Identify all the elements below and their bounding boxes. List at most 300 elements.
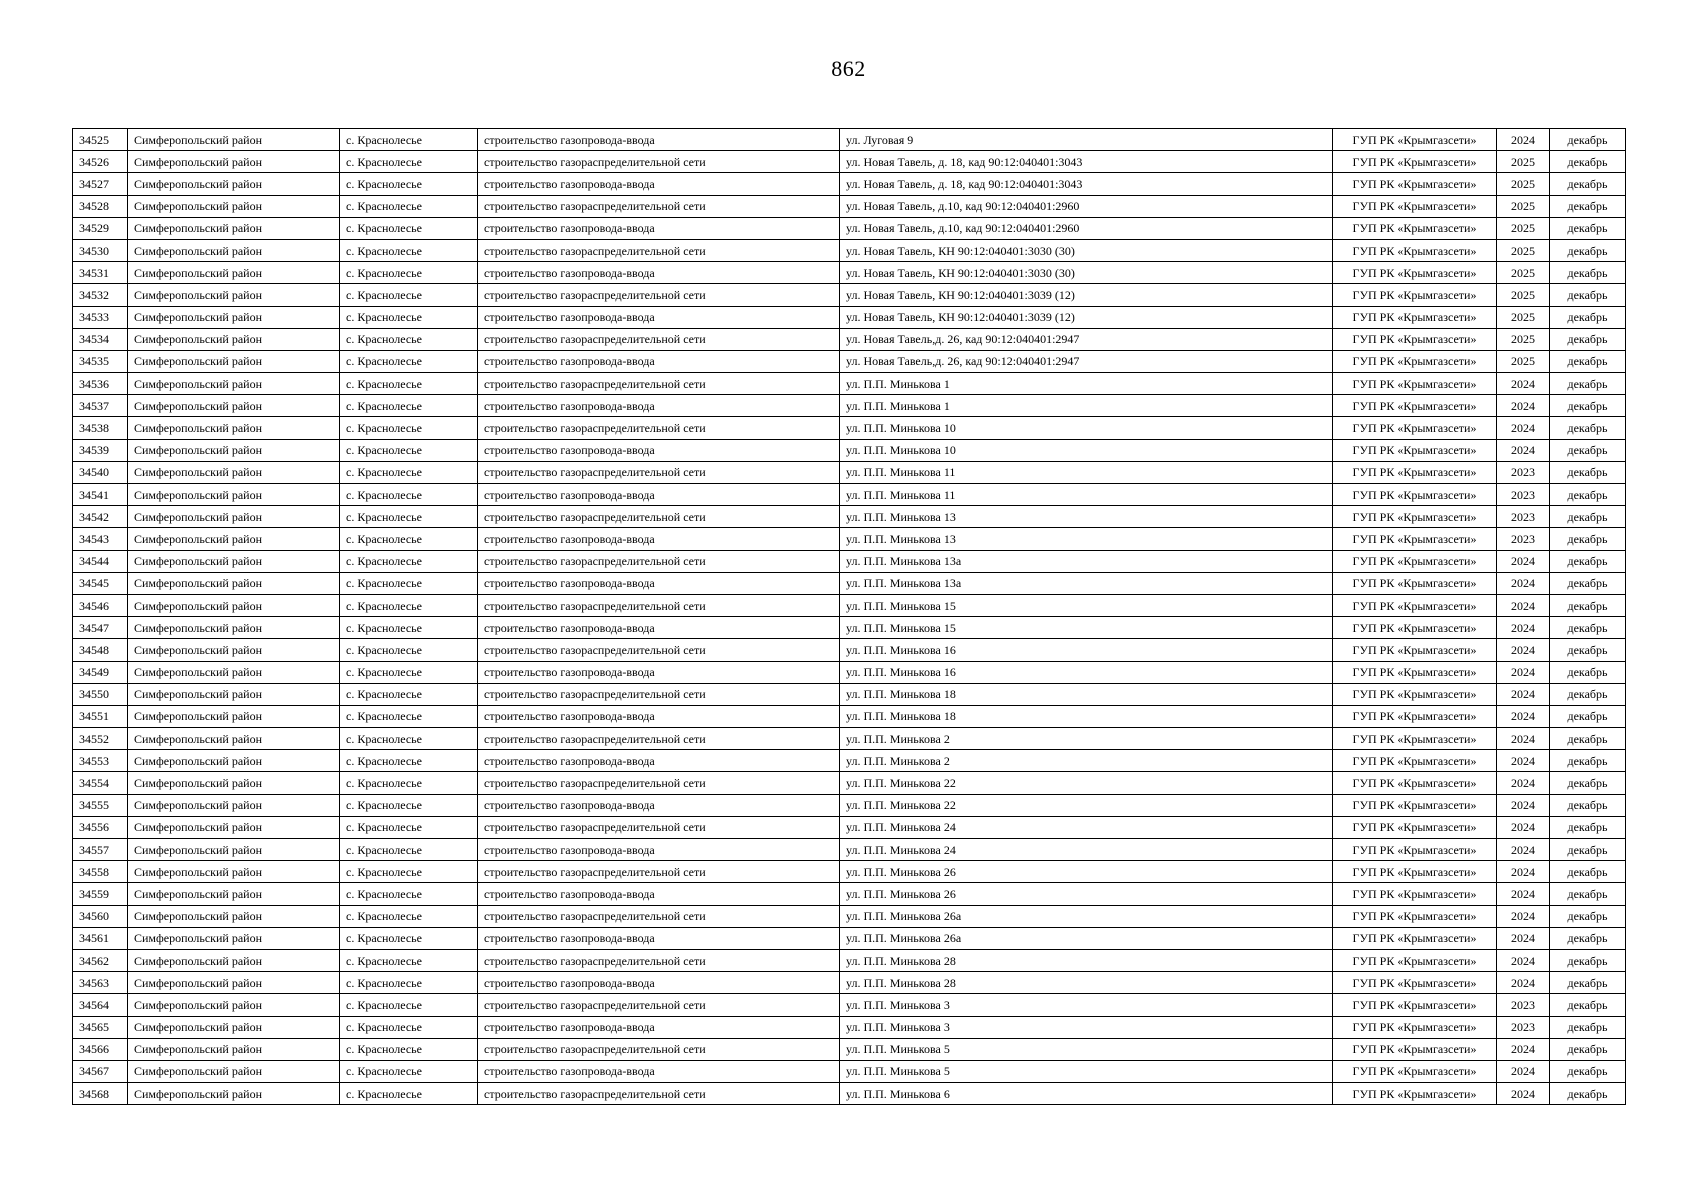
work-type-cell: строительство газопровода-ввода: [478, 839, 840, 861]
work-type-cell: строительство газораспределительной сети: [478, 1038, 840, 1060]
district-cell: Симферопольский район: [128, 550, 340, 572]
address-cell: ул. Новая Тавель, д.10, кад 90:12:040401:2960: [840, 195, 1333, 217]
year-cell: 2024: [1497, 439, 1550, 461]
work-type-cell: строительство газораспределительной сети: [478, 949, 840, 971]
organization-cell: ГУП РК «Крымгазсети»: [1333, 572, 1497, 594]
settlement-cell: с. Краснолесье: [340, 506, 478, 528]
settlement-cell: с. Краснолесье: [340, 173, 478, 195]
table-row: [73, 594, 1626, 616]
settlement-cell: с. Краснолесье: [340, 550, 478, 572]
district-cell: Симферопольский район: [128, 484, 340, 506]
district-cell: Симферопольский район: [128, 417, 340, 439]
work-type-cell: строительство газораспределительной сети: [478, 861, 840, 883]
address-cell: ул. П.П. Минькова 1: [840, 395, 1333, 417]
work-type-cell: строительство газопровода-ввода: [478, 173, 840, 195]
settlement-cell: с. Краснолесье: [340, 195, 478, 217]
work-type-cell: строительство газопровода-ввода: [478, 1060, 840, 1082]
district-cell: Симферопольский район: [128, 949, 340, 971]
month-cell: декабрь: [1550, 129, 1626, 151]
year-cell: 2024: [1497, 794, 1550, 816]
organization-cell: ГУП РК «Крымгазсети»: [1333, 594, 1497, 616]
work-type-cell: строительство газораспределительной сети: [478, 639, 840, 661]
year-cell: 2025: [1497, 328, 1550, 350]
year-cell: 2024: [1497, 572, 1550, 594]
work-type-cell: строительство газораспределительной сети: [478, 905, 840, 927]
row-number: 34567: [73, 1060, 128, 1082]
table-row: [73, 905, 1626, 927]
settlement-cell: с. Краснолесье: [340, 217, 478, 239]
year-cell: 2024: [1497, 1083, 1550, 1105]
district-cell: Симферопольский район: [128, 506, 340, 528]
address-cell: ул. П.П. Минькова 26: [840, 883, 1333, 905]
year-cell: 2023: [1497, 994, 1550, 1016]
table-row: [73, 461, 1626, 483]
address-cell: ул. П.П. Минькова 13: [840, 506, 1333, 528]
work-type-cell: строительство газораспределительной сети: [478, 728, 840, 750]
organization-cell: ГУП РК «Крымгазсети»: [1333, 728, 1497, 750]
row-number: 34537: [73, 395, 128, 417]
month-cell: декабрь: [1550, 839, 1626, 861]
district-cell: Симферопольский район: [128, 129, 340, 151]
month-cell: декабрь: [1550, 239, 1626, 261]
work-type-cell: строительство газопровода-ввода: [478, 617, 840, 639]
settlement-cell: с. Краснолесье: [340, 1060, 478, 1082]
year-cell: 2023: [1497, 461, 1550, 483]
settlement-cell: с. Краснолесье: [340, 683, 478, 705]
row-number: 34560: [73, 905, 128, 927]
settlement-cell: с. Краснолесье: [340, 417, 478, 439]
work-type-cell: строительство газопровода-ввода: [478, 794, 840, 816]
address-cell: ул. П.П. Минькова 16: [840, 661, 1333, 683]
row-number: 34527: [73, 173, 128, 195]
year-cell: 2023: [1497, 484, 1550, 506]
row-number: 34557: [73, 839, 128, 861]
settlement-cell: с. Краснолесье: [340, 572, 478, 594]
table-row: [73, 639, 1626, 661]
work-type-cell: строительство газопровода-ввода: [478, 572, 840, 594]
district-cell: Симферопольский район: [128, 217, 340, 239]
district-cell: Симферопольский район: [128, 528, 340, 550]
year-cell: 2024: [1497, 683, 1550, 705]
work-type-cell: строительство газопровода-ввода: [478, 306, 840, 328]
settlement-cell: с. Краснолесье: [340, 1016, 478, 1038]
table-row: [73, 794, 1626, 816]
organization-cell: ГУП РК «Крымгазсети»: [1333, 994, 1497, 1016]
work-type-cell: строительство газораспределительной сети: [478, 461, 840, 483]
table-row: [73, 129, 1626, 151]
month-cell: декабрь: [1550, 550, 1626, 572]
organization-cell: ГУП РК «Крымгазсети»: [1333, 284, 1497, 306]
district-cell: Симферопольский район: [128, 328, 340, 350]
settlement-cell: с. Краснолесье: [340, 1038, 478, 1060]
table-row: [73, 528, 1626, 550]
settlement-cell: с. Краснолесье: [340, 883, 478, 905]
organization-cell: ГУП РК «Крымгазсети»: [1333, 794, 1497, 816]
month-cell: декабрь: [1550, 617, 1626, 639]
address-cell: ул. Новая Тавель,д. 26, кад 90:12:040401:2947: [840, 328, 1333, 350]
row-number: 34531: [73, 262, 128, 284]
work-type-cell: строительство газораспределительной сети: [478, 683, 840, 705]
month-cell: декабрь: [1550, 861, 1626, 883]
year-cell: 2024: [1497, 373, 1550, 395]
district-cell: Симферопольский район: [128, 350, 340, 372]
address-cell: ул. П.П. Минькова 24: [840, 839, 1333, 861]
table-row: [73, 883, 1626, 905]
year-cell: 2024: [1497, 883, 1550, 905]
work-type-cell: строительство газопровода-ввода: [478, 484, 840, 506]
district-cell: Симферопольский район: [128, 572, 340, 594]
month-cell: декабрь: [1550, 927, 1626, 949]
organization-cell: ГУП РК «Крымгазсети»: [1333, 816, 1497, 838]
district-cell: Симферопольский район: [128, 1016, 340, 1038]
organization-cell: ГУП РК «Крымгазсети»: [1333, 927, 1497, 949]
work-type-cell: строительство газораспределительной сети: [478, 328, 840, 350]
organization-cell: ГУП РК «Крымгазсети»: [1333, 461, 1497, 483]
table-row: [73, 262, 1626, 284]
organization-cell: ГУП РК «Крымгазсети»: [1333, 905, 1497, 927]
organization-cell: ГУП РК «Крымгазсети»: [1333, 195, 1497, 217]
address-cell: ул. П.П. Минькова 5: [840, 1060, 1333, 1082]
table-row: [73, 705, 1626, 727]
settlement-cell: с. Краснолесье: [340, 461, 478, 483]
row-number: 34552: [73, 728, 128, 750]
district-cell: Симферопольский район: [128, 816, 340, 838]
district-cell: Симферопольский район: [128, 461, 340, 483]
month-cell: декабрь: [1550, 1038, 1626, 1060]
address-cell: ул. П.П. Минькова 28: [840, 949, 1333, 971]
table-row: [73, 949, 1626, 971]
row-number: 34565: [73, 1016, 128, 1038]
year-cell: 2025: [1497, 350, 1550, 372]
table-row: [73, 728, 1626, 750]
month-cell: декабрь: [1550, 417, 1626, 439]
table-row: [73, 839, 1626, 861]
gasification-table: [72, 128, 1626, 1105]
work-type-cell: строительство газопровода-ввода: [478, 1016, 840, 1038]
row-number: 34541: [73, 484, 128, 506]
table-row: [73, 373, 1626, 395]
page-number: 862: [831, 56, 866, 81]
month-cell: декабрь: [1550, 705, 1626, 727]
row-number: 34545: [73, 572, 128, 594]
month-cell: декабрь: [1550, 972, 1626, 994]
district-cell: Симферопольский район: [128, 1083, 340, 1105]
district-cell: Симферопольский район: [128, 239, 340, 261]
district-cell: Симферопольский район: [128, 839, 340, 861]
district-cell: Симферопольский район: [128, 395, 340, 417]
address-cell: ул. П.П. Минькова 2: [840, 728, 1333, 750]
row-number: 34562: [73, 949, 128, 971]
settlement-cell: с. Краснолесье: [340, 861, 478, 883]
organization-cell: ГУП РК «Крымгазсети»: [1333, 262, 1497, 284]
district-cell: Симферопольский район: [128, 439, 340, 461]
work-type-cell: строительство газопровода-ввода: [478, 439, 840, 461]
work-type-cell: строительство газораспределительной сети: [478, 1083, 840, 1105]
table-row: [73, 284, 1626, 306]
month-cell: декабрь: [1550, 217, 1626, 239]
organization-cell: ГУП РК «Крымгазсети»: [1333, 373, 1497, 395]
year-cell: 2024: [1497, 949, 1550, 971]
table-row: [73, 506, 1626, 528]
work-type-cell: строительство газораспределительной сети: [478, 594, 840, 616]
table-row: [73, 972, 1626, 994]
month-cell: декабрь: [1550, 794, 1626, 816]
row-number: 34538: [73, 417, 128, 439]
year-cell: 2024: [1497, 1060, 1550, 1082]
address-cell: ул. П.П. Минькова 26а: [840, 927, 1333, 949]
table-row: [73, 1038, 1626, 1060]
address-cell: ул. П.П. Минькова 11: [840, 484, 1333, 506]
address-cell: ул. П.П. Минькова 18: [840, 683, 1333, 705]
district-cell: Симферопольский район: [128, 262, 340, 284]
work-type-cell: строительство газопровода-ввода: [478, 528, 840, 550]
year-cell: 2024: [1497, 905, 1550, 927]
address-cell: ул. П.П. Минькова 11: [840, 461, 1333, 483]
row-number: 34534: [73, 328, 128, 350]
organization-cell: ГУП РК «Крымгазсети»: [1333, 217, 1497, 239]
row-number: 34559: [73, 883, 128, 905]
row-number: 34533: [73, 306, 128, 328]
month-cell: декабрь: [1550, 528, 1626, 550]
table-row: [73, 439, 1626, 461]
row-number: 34530: [73, 239, 128, 261]
address-cell: ул. Новая Тавель,д. 26, кад 90:12:040401:2947: [840, 350, 1333, 372]
month-cell: декабрь: [1550, 328, 1626, 350]
row-number: 34542: [73, 506, 128, 528]
table-row: [73, 239, 1626, 261]
organization-cell: ГУП РК «Крымгазсети»: [1333, 861, 1497, 883]
organization-cell: ГУП РК «Крымгазсети»: [1333, 772, 1497, 794]
work-type-cell: строительство газораспределительной сети: [478, 772, 840, 794]
row-number: 34553: [73, 750, 128, 772]
work-type-cell: строительство газопровода-ввода: [478, 927, 840, 949]
address-cell: ул. П.П. Минькова 10: [840, 417, 1333, 439]
work-type-cell: строительство газопровода-ввода: [478, 661, 840, 683]
year-cell: 2025: [1497, 284, 1550, 306]
district-cell: Симферопольский район: [128, 373, 340, 395]
settlement-cell: с. Краснолесье: [340, 639, 478, 661]
settlement-cell: с. Краснолесье: [340, 617, 478, 639]
year-cell: 2024: [1497, 972, 1550, 994]
table-row: [73, 683, 1626, 705]
district-cell: Симферопольский район: [128, 151, 340, 173]
organization-cell: ГУП РК «Крымгазсети»: [1333, 883, 1497, 905]
organization-cell: ГУП РК «Крымгазсети»: [1333, 705, 1497, 727]
settlement-cell: с. Краснолесье: [340, 750, 478, 772]
month-cell: декабрь: [1550, 262, 1626, 284]
organization-cell: ГУП РК «Крымгазсети»: [1333, 683, 1497, 705]
table-row: [73, 173, 1626, 195]
year-cell: 2024: [1497, 617, 1550, 639]
work-type-cell: строительство газораспределительной сети: [478, 284, 840, 306]
district-cell: Симферопольский район: [128, 883, 340, 905]
district-cell: Симферопольский район: [128, 927, 340, 949]
settlement-cell: с. Краснолесье: [340, 705, 478, 727]
year-cell: 2025: [1497, 262, 1550, 284]
address-cell: ул. Новая Тавель, д. 18, кад 90:12:040401:3043: [840, 151, 1333, 173]
year-cell: 2024: [1497, 1038, 1550, 1060]
district-cell: Симферопольский район: [128, 1060, 340, 1082]
address-cell: ул. П.П. Минькова 15: [840, 594, 1333, 616]
organization-cell: ГУП РК «Крымгазсети»: [1333, 173, 1497, 195]
year-cell: 2024: [1497, 750, 1550, 772]
work-type-cell: строительство газораспределительной сети: [478, 816, 840, 838]
address-cell: ул. П.П. Минькова 6: [840, 1083, 1333, 1105]
organization-cell: ГУП РК «Крымгазсети»: [1333, 1060, 1497, 1082]
table-row: [73, 1083, 1626, 1105]
year-cell: 2024: [1497, 594, 1550, 616]
table-row: [73, 750, 1626, 772]
row-number: 34535: [73, 350, 128, 372]
month-cell: декабрь: [1550, 506, 1626, 528]
table-row: [73, 661, 1626, 683]
row-number: 34556: [73, 816, 128, 838]
address-cell: ул. П.П. Минькова 15: [840, 617, 1333, 639]
district-cell: Симферопольский район: [128, 617, 340, 639]
district-cell: Симферопольский район: [128, 972, 340, 994]
work-type-cell: строительство газопровода-ввода: [478, 972, 840, 994]
year-cell: 2024: [1497, 395, 1550, 417]
organization-cell: ГУП РК «Крымгазсети»: [1333, 395, 1497, 417]
work-type-cell: строительство газопровода-ввода: [478, 395, 840, 417]
settlement-cell: с. Краснолесье: [340, 728, 478, 750]
row-number: 34543: [73, 528, 128, 550]
organization-cell: ГУП РК «Крымгазсети»: [1333, 151, 1497, 173]
work-type-cell: строительство газораспределительной сети: [478, 417, 840, 439]
year-cell: 2024: [1497, 816, 1550, 838]
organization-cell: ГУП РК «Крымгазсети»: [1333, 129, 1497, 151]
settlement-cell: с. Краснолесье: [340, 905, 478, 927]
row-number: 34532: [73, 284, 128, 306]
address-cell: ул. Новая Тавель, КН 90:12:040401:3030 (30): [840, 239, 1333, 261]
row-number: 34568: [73, 1083, 128, 1105]
address-cell: ул. Луговая 9: [840, 129, 1333, 151]
row-number: 34547: [73, 617, 128, 639]
table-body: [73, 129, 1626, 1105]
year-cell: 2024: [1497, 129, 1550, 151]
row-number: 34549: [73, 661, 128, 683]
work-type-cell: строительство газораспределительной сети: [478, 550, 840, 572]
month-cell: декабрь: [1550, 461, 1626, 483]
row-number: 34544: [73, 550, 128, 572]
organization-cell: ГУП РК «Крымгазсети»: [1333, 350, 1497, 372]
table-row: [73, 927, 1626, 949]
settlement-cell: с. Краснолесье: [340, 129, 478, 151]
settlement-cell: с. Краснолесье: [340, 350, 478, 372]
district-cell: Симферопольский район: [128, 661, 340, 683]
table-row: [73, 151, 1626, 173]
settlement-cell: с. Краснолесье: [340, 373, 478, 395]
address-cell: ул. П.П. Минькова 22: [840, 772, 1333, 794]
address-cell: ул. П.П. Минькова 28: [840, 972, 1333, 994]
table-row: [73, 1016, 1626, 1038]
district-cell: Симферопольский район: [128, 794, 340, 816]
district-cell: Симферопольский район: [128, 905, 340, 927]
month-cell: декабрь: [1550, 195, 1626, 217]
work-type-cell: строительство газораспределительной сети: [478, 373, 840, 395]
address-cell: ул. П.П. Минькова 13а: [840, 572, 1333, 594]
table-row: [73, 550, 1626, 572]
address-cell: ул. Новая Тавель, д. 18, кад 90:12:040401:3043: [840, 173, 1333, 195]
month-cell: декабрь: [1550, 683, 1626, 705]
settlement-cell: с. Краснолесье: [340, 239, 478, 261]
table-row: [73, 617, 1626, 639]
district-cell: Симферопольский район: [128, 705, 340, 727]
year-cell: 2025: [1497, 173, 1550, 195]
work-type-cell: строительство газопровода-ввода: [478, 705, 840, 727]
month-cell: декабрь: [1550, 373, 1626, 395]
row-number: 34536: [73, 373, 128, 395]
organization-cell: ГУП РК «Крымгазсети»: [1333, 1083, 1497, 1105]
table-row: [73, 816, 1626, 838]
settlement-cell: с. Краснолесье: [340, 772, 478, 794]
organization-cell: ГУП РК «Крымгазсети»: [1333, 661, 1497, 683]
organization-cell: ГУП РК «Крымгазсети»: [1333, 306, 1497, 328]
organization-cell: ГУП РК «Крымгазсети»: [1333, 949, 1497, 971]
row-number: 34558: [73, 861, 128, 883]
district-cell: Симферопольский район: [128, 728, 340, 750]
address-cell: ул. П.П. Минькова 22: [840, 794, 1333, 816]
year-cell: 2023: [1497, 506, 1550, 528]
work-type-cell: строительство газораспределительной сети: [478, 239, 840, 261]
district-cell: Симферопольский район: [128, 173, 340, 195]
work-type-cell: строительство газораспределительной сети: [478, 994, 840, 1016]
work-type-cell: строительство газораспределительной сети: [478, 151, 840, 173]
table-row: [73, 328, 1626, 350]
year-cell: 2024: [1497, 705, 1550, 727]
organization-cell: ГУП РК «Крымгазсети»: [1333, 417, 1497, 439]
month-cell: декабрь: [1550, 395, 1626, 417]
organization-cell: ГУП РК «Крымгазсети»: [1333, 972, 1497, 994]
table-row: [73, 306, 1626, 328]
year-cell: 2024: [1497, 861, 1550, 883]
month-cell: декабрь: [1550, 594, 1626, 616]
district-cell: Симферопольский район: [128, 594, 340, 616]
address-cell: ул. П.П. Минькова 24: [840, 816, 1333, 838]
organization-cell: ГУП РК «Крымгазсети»: [1333, 239, 1497, 261]
year-cell: 2025: [1497, 195, 1550, 217]
address-cell: ул. П.П. Минькова 10: [840, 439, 1333, 461]
settlement-cell: с. Краснолесье: [340, 1083, 478, 1105]
settlement-cell: с. Краснолесье: [340, 328, 478, 350]
month-cell: декабрь: [1550, 173, 1626, 195]
settlement-cell: с. Краснолесье: [340, 439, 478, 461]
work-type-cell: строительство газопровода-ввода: [478, 129, 840, 151]
work-type-cell: строительство газопровода-ввода: [478, 883, 840, 905]
row-number: 34564: [73, 994, 128, 1016]
work-type-cell: строительство газопровода-ввода: [478, 217, 840, 239]
month-cell: декабрь: [1550, 1083, 1626, 1105]
month-cell: декабрь: [1550, 883, 1626, 905]
settlement-cell: с. Краснолесье: [340, 661, 478, 683]
organization-cell: ГУП РК «Крымгазсети»: [1333, 506, 1497, 528]
settlement-cell: с. Краснолесье: [340, 594, 478, 616]
year-cell: 2024: [1497, 550, 1550, 572]
work-type-cell: строительство газопровода-ввода: [478, 350, 840, 372]
address-cell: ул. П.П. Минькова 26: [840, 861, 1333, 883]
row-number: 34539: [73, 439, 128, 461]
organization-cell: ГУП РК «Крымгазсети»: [1333, 328, 1497, 350]
address-cell: ул. П.П. Минькова 2: [840, 750, 1333, 772]
month-cell: декабрь: [1550, 1016, 1626, 1038]
row-number: 34550: [73, 683, 128, 705]
organization-cell: ГУП РК «Крымгазсети»: [1333, 839, 1497, 861]
settlement-cell: с. Краснолесье: [340, 284, 478, 306]
table-row: [73, 994, 1626, 1016]
district-cell: Симферопольский район: [128, 284, 340, 306]
table-row: [73, 217, 1626, 239]
address-cell: ул. П.П. Минькова 13а: [840, 550, 1333, 572]
